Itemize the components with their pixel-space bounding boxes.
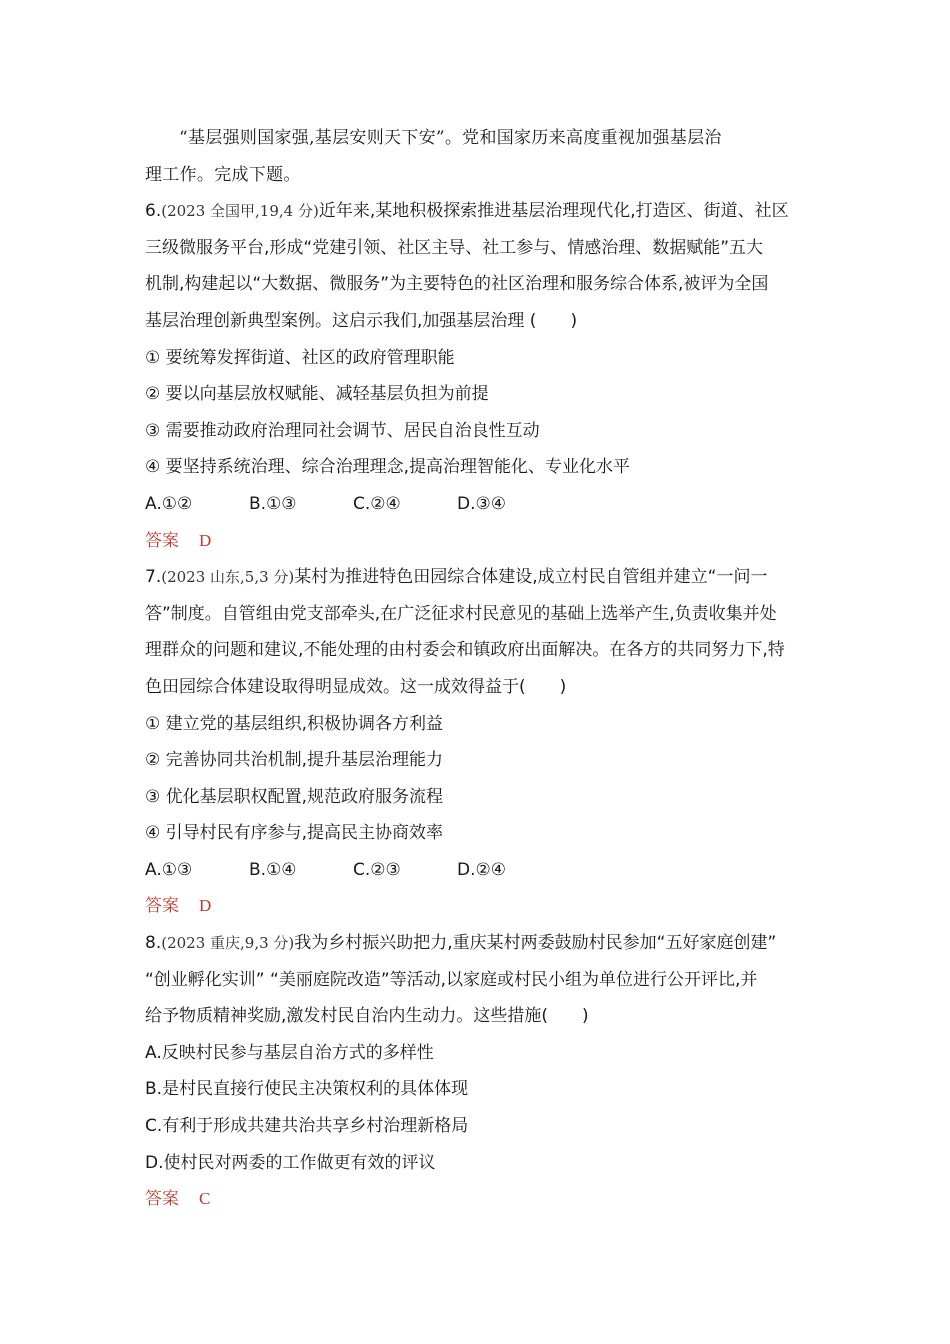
- statement: ③ 优化基层职权配置,规范政府服务流程: [145, 786, 444, 807]
- question-6: [145, 193, 810, 559]
- question-source: (2023 山东,5,3 分): [161, 568, 295, 587]
- stem-text: 色田园综合体建设取得明显成效。这一成效得益于(: [145, 676, 526, 697]
- answer-label: 答案: [145, 1189, 179, 1210]
- question-stem-line: [145, 303, 810, 340]
- statement: ④ 引导村民有序参与,提高民主协商效率: [145, 823, 444, 844]
- statement: ④ 要坚持系统治理、综合治理理念,提高治理智能化、专业化水平: [145, 457, 631, 478]
- answer-row: [145, 888, 810, 925]
- question-number: 6.: [145, 201, 162, 222]
- choice-c: C.有利于形成共建共治共享乡村治理新格局: [145, 1116, 469, 1137]
- stem-text: 近年来,某地积极探索推进基层治理现代化,打造区、街道、社区: [318, 201, 789, 222]
- option-row: [145, 852, 810, 889]
- choice-b: B.是村民直接行使民主决策权利的具体体现: [145, 1079, 469, 1100]
- question-stem-line: 机制,构建起以“大数据、微服务”为主要特色的社区治理和服务综合体系,被评为全国: [145, 274, 769, 295]
- stem-text: 给予物质精神奖励,激发村民自治内生动力。这些措施(: [145, 1006, 549, 1027]
- stem-text: 某村为推进特色田园综合体建设,成立村民自管组并建立“一问一: [294, 567, 768, 588]
- stem-close: ): [559, 676, 567, 697]
- question-stem-line: 理群众的问题和建议,不能处理的由村委会和镇政府出面解决。在各方的共同努力下,特: [145, 640, 785, 661]
- option-b: B.①④: [249, 859, 297, 880]
- answer-value: D: [199, 896, 212, 916]
- answer-value: D: [199, 530, 212, 550]
- statement: ③ 需要推动政府治理同社会调节、居民自治良性互动: [145, 420, 540, 441]
- question-stem-line: “创业孵化实训” “美丽庭院改造”等活动,以家庭或村民小组为单位进行公开评比,并: [145, 969, 758, 990]
- answer-label: 答案: [145, 530, 179, 551]
- answer-value: C: [199, 1189, 211, 1209]
- stem-close: ): [582, 1006, 589, 1027]
- question-stem-line: [145, 925, 810, 962]
- question-stem-line: [145, 559, 810, 596]
- option-c: C.②③: [353, 859, 401, 880]
- answer-label: 答案: [145, 896, 179, 917]
- statement: ② 完善协同共治机制,提升基层治理能力: [145, 750, 444, 771]
- question-7: [145, 559, 810, 925]
- question-content: [145, 120, 810, 1218]
- statement: ① 要统筹发挥街道、社区的政府管理职能: [145, 347, 455, 368]
- question-stem-line: 三级微服务平台,形成“党建引领、社区主导、社工参与、情感治理、数据赋能”五大: [145, 237, 764, 258]
- stem-text: 基层治理创新典型案例。这启示我们,加强基层治理 (: [145, 310, 537, 331]
- stem-text: 我为乡村振兴助把力,重庆某村两委鼓励村民参加“五好家庭创建”: [294, 933, 777, 954]
- question-source: (2023 全国甲,19,4 分): [161, 202, 319, 221]
- option-d: D.③④: [457, 493, 506, 514]
- intro-line-2: 理工作。完成下题。: [145, 164, 301, 185]
- option-c: C.②④: [353, 493, 401, 514]
- answer-row: [145, 1181, 810, 1218]
- question-number: 7.: [145, 567, 162, 588]
- option-row: [145, 486, 810, 523]
- question-stem-line: 答”制度。自管组由党支部牵头,在广泛征求村民意见的基础上选举产生,负责收集并处: [145, 603, 777, 624]
- statement: ② 要以向基层放权赋能、减轻基层负担为前提: [145, 384, 489, 405]
- choice-a: A.反映村民参与基层自治方式的多样性: [145, 1042, 434, 1063]
- question-stem-line: [145, 998, 810, 1035]
- statement: ① 建立党的基层组织,积极协调各方利益: [145, 713, 444, 734]
- answer-row: [145, 523, 810, 560]
- option-d: D.②④: [457, 859, 506, 880]
- question-stem-line: [145, 669, 810, 706]
- option-a: A.①③: [145, 859, 193, 880]
- question-stem-line: [145, 193, 810, 230]
- question-source: (2023 重庆,9,3 分): [161, 934, 295, 953]
- option-b: B.①③: [249, 493, 297, 514]
- stem-close: ): [570, 310, 578, 331]
- question-number: 8.: [145, 933, 162, 954]
- choice-d: D.使村民对两委的工作做更有效的评议: [145, 1152, 436, 1173]
- option-a: A.①②: [145, 493, 193, 514]
- question-8: [145, 925, 810, 1218]
- intro-line-1: “基层强则国家强,基层安则天下安”。党和国家历来高度重视加强基层治: [179, 128, 722, 148]
